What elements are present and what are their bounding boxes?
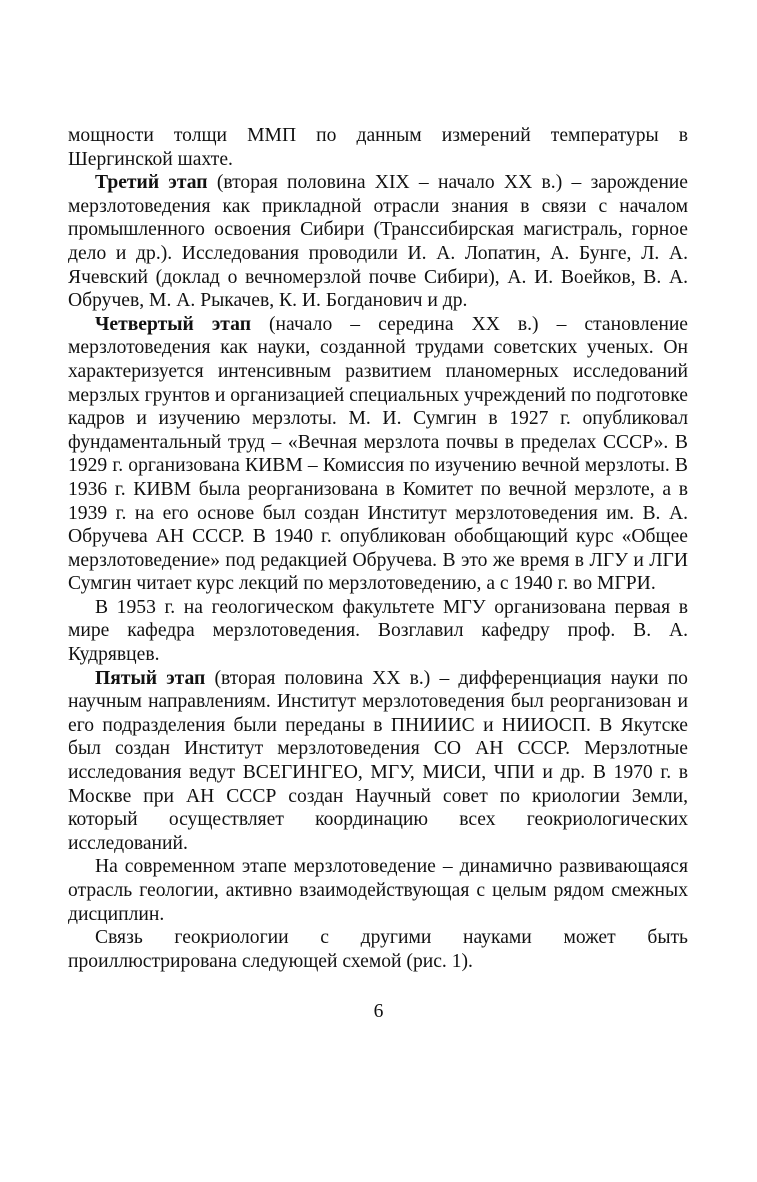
paragraph-msu-department	[68, 596, 688, 667]
paragraph-text: В 1953 г. на геологическом факультете МГУ организована первая в мире кафедра мерзлотоведения. Возглавил кафедру проф. В. А. Кудрявцев.	[68, 596, 688, 666]
paragraph-fifth-stage	[68, 667, 688, 856]
paragraph-text: (начало – середина XX в.) – становление мерзлотоведения как науки, созданной трудами советских ученых. Он характеризуется интенсивным развитием планомерных исследований мерзлых грунтов и организацией специальных учреждений по подготовке кадров и изучению мерзлоты. М. И. Сумгин в 1927 г. опубликовал фундаментальный труд – «Вечная мерзлота почвы в пределах СССР». В 1929 г. организована КИВМ – Комиссия по изучению вечной мерзлоты. В 1936 г. КИВМ была реорганизована в Комитет по вечной мерзлоте, а в 1939 г. на его основе был создан Институт мерзлотоведения им. В. А. Обручева АН СССР. В 1940 г. опубликован обобщающий курс «Общее мерзлотоведение» под редакцией Обручева. В это же время в ЛГУ и ЛГИ Сумгин читает курс лекций по мерзлотоведению, а с 1940 г. во МГРИ.	[68, 313, 689, 595]
paragraph-third-stage	[68, 171, 688, 313]
page-body	[68, 124, 688, 973]
paragraph-text: (вторая половина XX в.) – дифференциация науки по научным направлениям. Институт мерзлотоведения был реорганизован и его подразделения были переданы в ПНИИИС и НИИОСП. В Якутске был создан Институт мерзлотоведения СО АН СССР. Мерзлотные исследования ведут ВСЕГИНГЕО, МГУ, МИСИ, ЧПИ и др. В 1970 г. в Москве при АН СССР создан Научный совет по криологии Земли, который осуществляет координацию всех геокриологических исследований.	[68, 667, 688, 854]
stage-heading: Пятый этап	[95, 667, 206, 689]
page-number: 6	[373, 1001, 384, 1022]
paragraph-text: Связь геокриологии с другими науками может быть проиллюстрирована следующей схемой (рис. 1).	[68, 927, 688, 972]
paragraph-continuation	[68, 124, 688, 171]
stage-heading: Третий этап	[95, 172, 208, 194]
paragraph-text: (вторая половина XIX – начало XX в.) – зарождение мерзлотоведения как прикладной отрасли знания в связи с началом промышленного освоения Сибири (Транссибирская магистраль, горное дело и др.). Исследования проводили И. А. Лопатин, А. Бунге, Л. А. Ячевский (доклад о вечномерзлой почве Сибири), А. И. Воейков, В. А. Обручев, М. А. Рыкачев, К. И. Богданович и др.	[68, 172, 688, 312]
paragraph-scheme-reference	[68, 926, 688, 973]
paragraph-modern-stage	[68, 855, 688, 926]
paragraph-fourth-stage	[68, 313, 688, 596]
stage-heading: Четвертый этап	[95, 313, 252, 335]
paragraph-text: мощности толщи ММП по данным измерений температуры в Шергинской шахте.	[68, 125, 688, 170]
paragraph-text: На современном этапе мерзлотоведение – динамично развивающаяся отрасль геологии, активно взаимодействующая с целым рядом смежных дисциплин.	[68, 856, 688, 925]
